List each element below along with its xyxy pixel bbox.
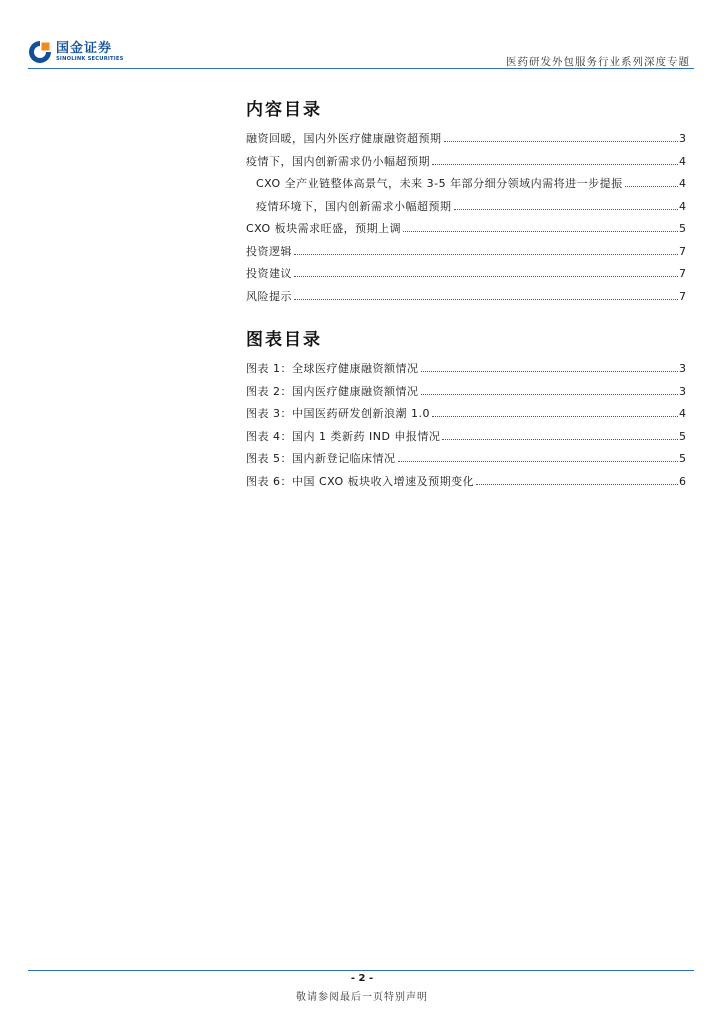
toc-entry-page: 7 xyxy=(679,244,686,258)
dot-leader xyxy=(294,276,678,277)
header-divider xyxy=(28,68,694,69)
dot-leader xyxy=(421,394,679,395)
logo-english-name: SINOLINK SECURITIES xyxy=(56,55,124,62)
figure-entry-page: 3 xyxy=(679,384,686,398)
figure-entry[interactable] xyxy=(246,428,686,451)
toc-entry[interactable] xyxy=(246,265,686,288)
figures-list xyxy=(246,360,686,495)
toc-entry[interactable] xyxy=(246,130,686,153)
figure-index xyxy=(246,325,686,495)
dot-leader xyxy=(432,416,678,417)
figure-entry[interactable] xyxy=(246,383,686,406)
figure-entry[interactable] xyxy=(246,473,686,496)
page-number: - 2 - xyxy=(350,973,374,984)
figure-entry-label: 图表 5：国内新登记临床情况 xyxy=(246,452,396,465)
toc-entry[interactable] xyxy=(246,198,686,221)
toc-entry-page: 4 xyxy=(679,177,686,190)
company-logo xyxy=(28,40,124,64)
footer-divider xyxy=(28,970,694,971)
toc-entry-page: 7 xyxy=(679,267,686,280)
figure-entry[interactable] xyxy=(246,450,686,473)
figures-heading: 图表目录 xyxy=(246,330,322,350)
table-of-contents xyxy=(246,95,686,310)
dot-leader xyxy=(294,254,678,255)
figure-entry-label: 图表 6：中国 CXO 板块收入增速及预期变化 xyxy=(246,474,475,488)
logo-chinese-name: 国金证券 xyxy=(56,40,113,56)
toc-entry-label: CXO 板块需求旺盛，预期上调 xyxy=(246,222,402,235)
toc-entry-label: 融资回暖，国内外医疗健康融资超预期 xyxy=(246,132,442,145)
figure-entry-label: 图表 1：全球医疗健康融资额情况 xyxy=(246,362,419,375)
figure-entry[interactable] xyxy=(246,360,686,383)
dot-leader xyxy=(403,231,678,232)
figure-entry-page: 3 xyxy=(679,362,686,375)
toc-entry-label: 风险提示 xyxy=(246,289,292,303)
figure-entry-label: 图表 4：国内 1 类新药 IND 申报情况 xyxy=(246,429,441,443)
toc-entry-page: 3 xyxy=(679,132,686,145)
toc-entry[interactable] xyxy=(246,175,686,198)
toc-entry-page: 4 xyxy=(679,199,686,213)
toc-entry-page: 7 xyxy=(679,289,686,303)
dot-leader xyxy=(476,484,678,485)
dot-leader xyxy=(442,439,678,440)
toc-entry[interactable] xyxy=(246,243,686,266)
dot-leader xyxy=(454,209,679,210)
toc-entry[interactable] xyxy=(246,220,686,243)
contents-list xyxy=(246,130,686,310)
figure-entry-page: 5 xyxy=(679,452,686,465)
contents-heading: 内容目录 xyxy=(246,100,322,120)
sinolink-logo-icon xyxy=(28,40,52,64)
toc-entry[interactable] xyxy=(246,153,686,176)
document-title: 医药研发外包服务行业系列深度专题 xyxy=(506,56,690,68)
dot-leader xyxy=(444,141,679,142)
toc-entry-label: 疫情环境下，国内创新需求小幅超预期 xyxy=(256,199,452,213)
toc-entry-label: 疫情下，国内创新需求仍小幅超预期 xyxy=(246,154,430,168)
toc-entry[interactable] xyxy=(246,288,686,311)
dot-leader xyxy=(421,371,679,372)
figure-entry-page: 4 xyxy=(679,407,686,420)
figure-entry-label: 图表 2：国内医疗健康融资额情况 xyxy=(246,384,419,398)
toc-entry-label: 投资建议 xyxy=(246,267,292,280)
dot-leader xyxy=(432,164,678,165)
dot-leader xyxy=(294,299,678,300)
disclaimer-note: 敬请参阅最后一页特别声明 xyxy=(296,992,428,1003)
figure-entry[interactable] xyxy=(246,405,686,428)
page-header xyxy=(28,38,694,70)
toc-entry-page: 5 xyxy=(679,222,686,235)
toc-entry-label: 投资逻辑 xyxy=(246,244,292,258)
toc-entry-page: 4 xyxy=(679,154,686,168)
figure-entry-page: 6 xyxy=(679,474,686,488)
dot-leader xyxy=(625,186,678,187)
dot-leader xyxy=(398,461,679,462)
figure-entry-label: 图表 3：中国医药研发创新浪潮 1.0 xyxy=(246,407,430,420)
figure-entry-page: 5 xyxy=(679,429,686,443)
toc-entry-label: CXO 全产业链整体高景气，未来 3-5 年部分细分领域内需将进一步提振 xyxy=(256,177,623,190)
